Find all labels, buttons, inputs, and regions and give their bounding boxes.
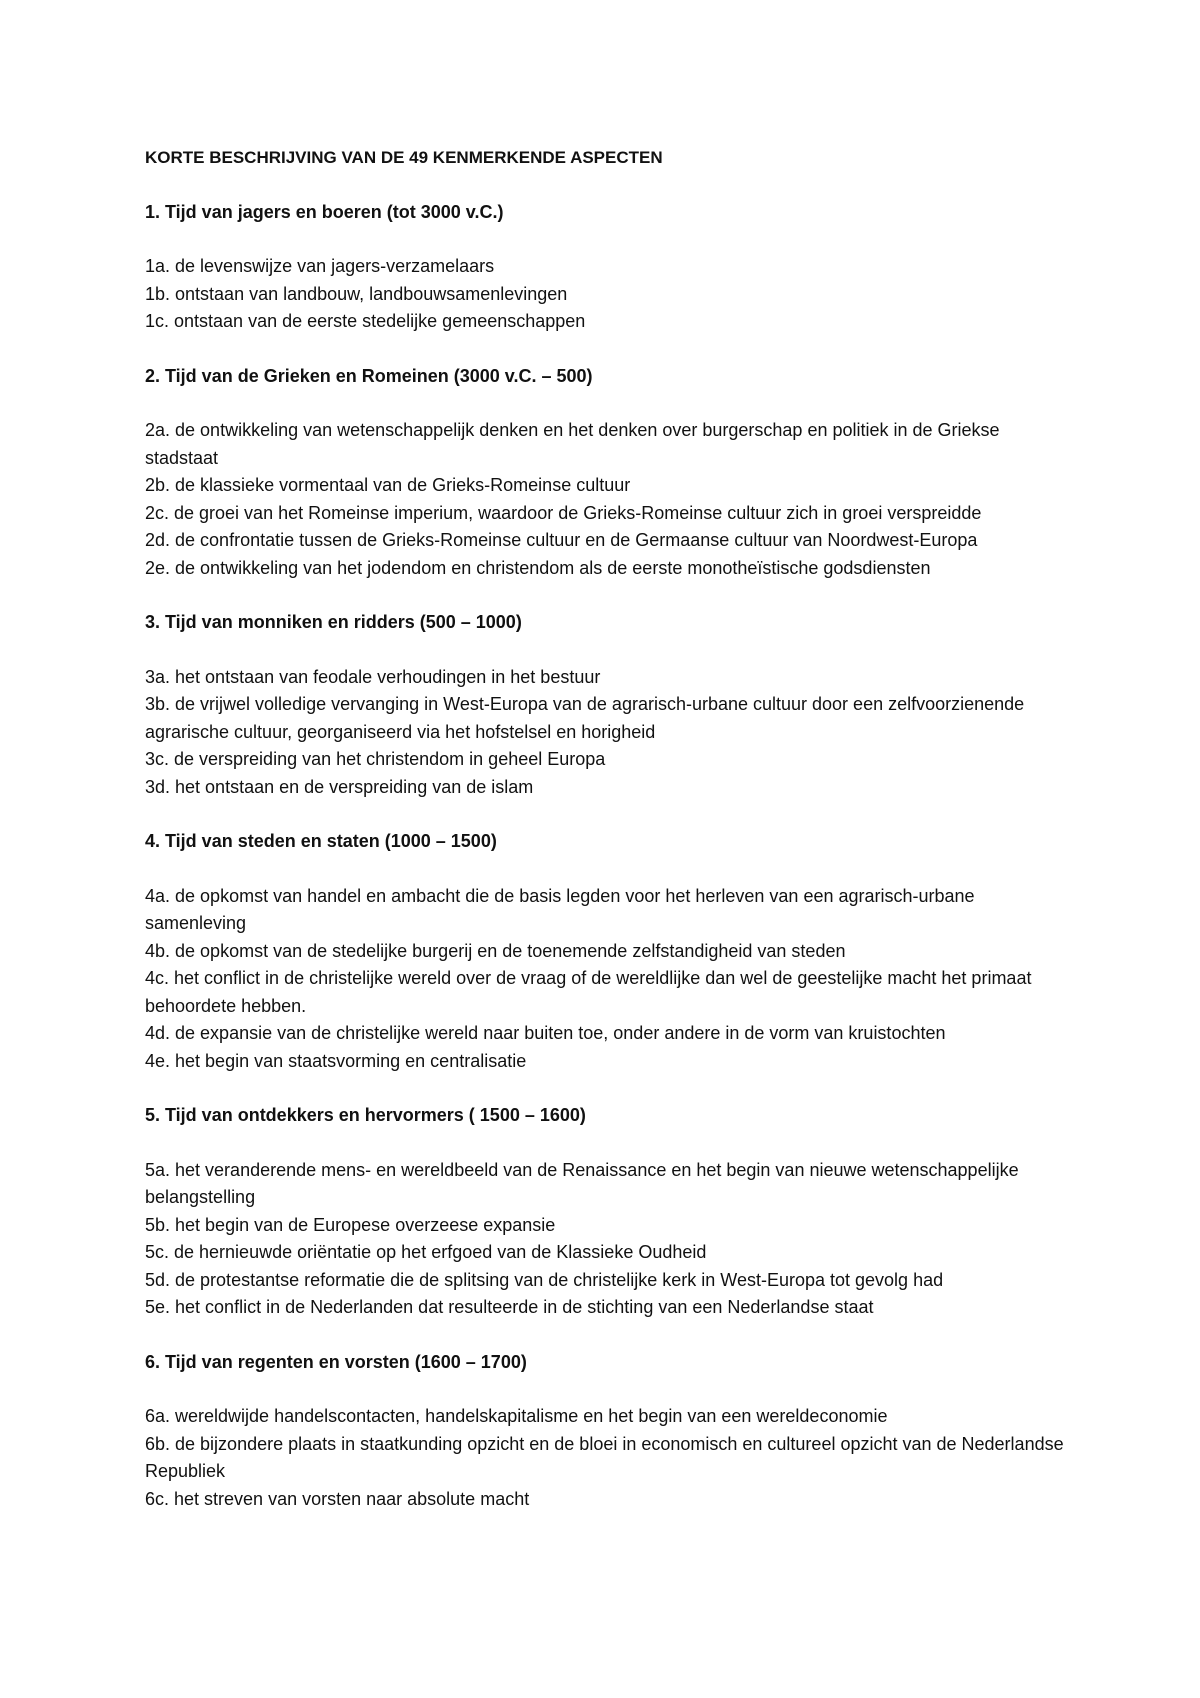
- aspect-list: [145, 1403, 1065, 1513]
- document-body: [145, 144, 1065, 1540]
- document-title: KORTE BESCHRIJVING VAN DE 49 KENMERKENDE ASPECTEN: [145, 148, 663, 167]
- section-heading: 1. Tijd van jagers en boeren (tot 3000 v.C.): [145, 201, 504, 222]
- aspect-item: 4c. het conflict in de christelijke wereld over de vraag of de wereldlijke dan wel de geestelijke macht het primaat behoordete hebben.: [145, 968, 1032, 1016]
- section-period-2: [145, 363, 1065, 583]
- aspect-item: 3d. het ontstaan en de verspreiding van de islam: [145, 776, 534, 797]
- aspect-item: 2a. de ontwikkeling van wetenschappelijk denken en het denken over burgerschap en politiek in de Griekse stadstaat: [145, 420, 1000, 468]
- section-period-6: [145, 1349, 1065, 1514]
- aspect-item: 6a. wereldwijde handelscontacten, handelskapitalisme en het begin van een wereldeconomie: [145, 1406, 888, 1426]
- aspect-item: 6b. de bijzondere plaats in staatkunding opzicht en de bloei in economisch en cultureel opzicht van de Nederlandse Republiek: [145, 1433, 1064, 1481]
- section-heading: 6. Tijd van regenten en vorsten (1600 – 1700): [145, 1351, 527, 1372]
- section-period-4: [145, 828, 1065, 1075]
- aspect-list: [145, 664, 1065, 802]
- section-period-3: [145, 609, 1065, 801]
- aspect-item: 4e. het begin van staatsvorming en centralisatie: [145, 1050, 527, 1071]
- section-heading: 5. Tijd van ontdekkers en hervormers ( 1500 – 1600): [145, 1105, 586, 1125]
- aspect-item: 1c. ontstaan van de eerste stedelijke gemeenschappen: [145, 311, 586, 331]
- aspect-item: 2e. de ontwikkeling van het jodendom en christendom als de eerste monotheïstische godsdiensten: [145, 557, 931, 578]
- aspect-item: 2d. de confrontatie tussen de Grieks-Romeinse cultuur en de Germaanse cultuur van Noordwest-Europa: [145, 530, 978, 550]
- aspect-item: 3c. de verspreiding van het christendom in geheel Europa: [145, 749, 606, 769]
- aspect-item: 5b. het begin van de Europese overzeese expansie: [145, 1214, 556, 1235]
- aspect-item: 3a. het ontstaan van feodale verhoudingen in het bestuur: [145, 666, 601, 687]
- section-period-1: [145, 199, 1065, 336]
- aspect-item: 1b. ontstaan van landbouw, landbouwsamenlevingen: [145, 283, 568, 304]
- aspect-item: 5e. het conflict in de Nederlanden dat resulteerde in de stichting van een Nederlandse staat: [145, 1297, 874, 1317]
- section-heading: 4. Tijd van steden en staten (1000 – 1500): [145, 831, 497, 851]
- section-period-5: [145, 1102, 1065, 1322]
- aspect-item: 5c. de hernieuwde oriëntatie op het erfgoed van de Klassieke Oudheid: [145, 1242, 707, 1262]
- aspect-item: 5d. de protestantse reformatie die de splitsing van de christelijke kerk in West-Europa tot gevolg had: [145, 1269, 944, 1290]
- aspect-item: 1a. de levenswijze van jagers-verzamelaars: [145, 256, 495, 276]
- aspect-item: 6c. het streven van vorsten naar absolute macht: [145, 1488, 530, 1509]
- section-heading: 3. Tijd van monniken en ridders (500 – 1000): [145, 612, 522, 632]
- aspect-list: [145, 1157, 1065, 1322]
- aspect-list: [145, 883, 1065, 1076]
- aspect-item: 4d. de expansie van de christelijke wereld naar buiten toe, onder andere in de vorm van kruistochten: [145, 1023, 946, 1043]
- aspect-item: 2c. de groei van het Romeinse imperium, waardoor de Grieks-Romeinse cultuur zich in groei verspreidde: [145, 502, 982, 523]
- aspect-item: 3b. de vrijwel volledige vervanging in West-Europa van de agrarisch-urbane cultuur door een zelfvoorzienende agrarische cultuur, georganiseerd via het hofstelsel en horigheid: [145, 694, 1025, 742]
- aspect-item: 2b. de klassieke vormentaal van de Grieks-Romeinse cultuur: [145, 475, 631, 495]
- section-heading: 2. Tijd van de Grieken en Romeinen (3000 v.C. – 500): [145, 365, 593, 386]
- aspect-list: [145, 417, 1065, 582]
- aspect-item: 4a. de opkomst van handel en ambacht die de basis legden voor het herleven van een agrarisch-urbane samenleving: [145, 885, 975, 933]
- aspect-item: 4b. de opkomst van de stedelijke burgerij en de toenemende zelfstandigheid van steden: [145, 940, 846, 961]
- aspect-item: 5a. het veranderende mens- en wereldbeeld van de Renaissance en het begin van nieuwe wetenschappelijke belangstelling: [145, 1159, 1019, 1207]
- aspect-list: [145, 253, 1065, 336]
